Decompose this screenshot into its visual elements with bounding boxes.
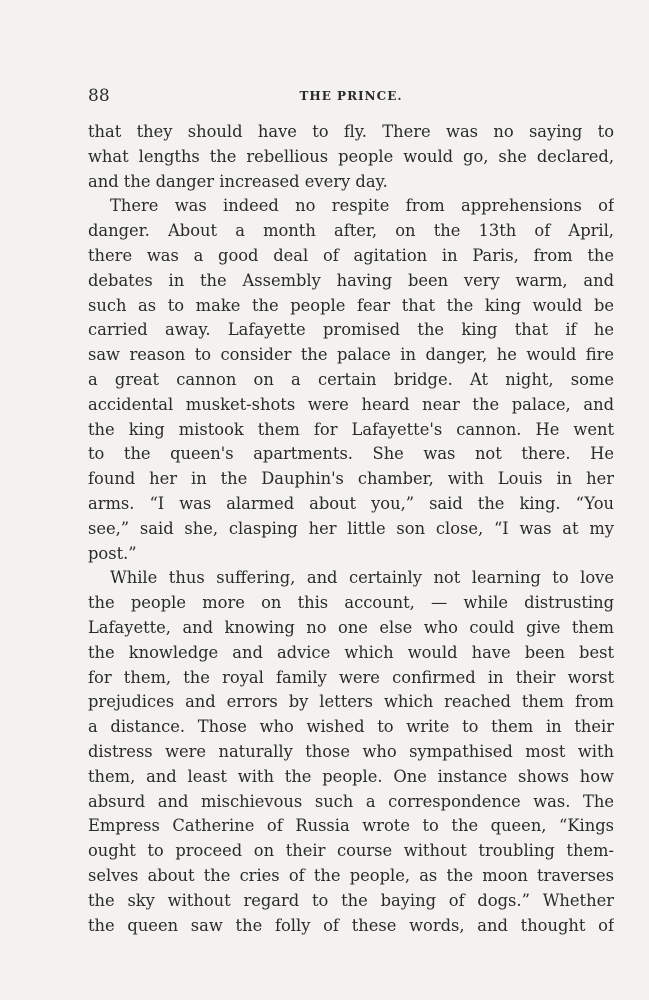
running-title: THE PRINCE.: [299, 89, 403, 103]
text-line: While thus suffering, and certainly not learning to love: [110, 568, 614, 588]
text-line: the king mistook them for Lafayette's cannon. He went: [88, 419, 614, 439]
text-line: arms. “I was alarmed about you,” said the king. “You: [88, 493, 614, 513]
text-line: a great cannon on a certain bridge. At night, some: [88, 369, 614, 389]
page-number: 88: [88, 86, 110, 106]
text-line: danger. About a month after, on the 13th of April,: [88, 221, 614, 241]
page-header: [88, 86, 614, 108]
text-line: Empress Catherine of Russia wrote to the queen, “Kings: [88, 816, 614, 836]
text-line: what lengths the rebellious people would go, she declared,: [88, 146, 614, 166]
text-line: distress were naturally those who sympathised most with: [88, 741, 614, 761]
text-line: the queen saw the folly of these words, and thought of: [88, 915, 614, 935]
text-line: absurd and mischievous such a correspondence was. The: [88, 791, 614, 811]
text-line: there was a good deal of agitation in Paris, from the: [88, 245, 614, 265]
text-line: saw reason to consider the palace in danger, he would fire: [88, 345, 614, 365]
text-line: There was indeed no respite from apprehensions of: [110, 196, 614, 216]
text-line: them, and least with the people. One instance shows how: [88, 766, 614, 786]
text-line: for them, the royal family were confirmed in their worst: [88, 667, 614, 687]
text-line: prejudices and errors by letters which reached them from: [88, 692, 614, 712]
text-line: accidental musket-shots were heard near the palace, and: [88, 394, 614, 414]
text-line: debates in the Assembly having been very warm, and: [88, 270, 614, 290]
text-line: the people more on this account, — while distrusting: [88, 593, 614, 613]
text-line: a distance. Those who wished to write to them in their: [88, 717, 614, 737]
text-line: selves about the cries of the people, as the moon traverses: [88, 865, 614, 885]
text-line: such as to make the people fear that the king would be: [88, 295, 614, 315]
text-line: found her in the Dauphin's chamber, with Louis in her: [88, 469, 614, 489]
text-line: Lafayette, and knowing no one else who could give them: [88, 617, 614, 637]
page-body-text: [88, 120, 614, 938]
text-line: see,” said she, clasping her little son close, “I was at my: [88, 518, 614, 538]
text-line: post.”: [88, 543, 137, 563]
text-line: to the queen's apartments. She was not there. He: [88, 444, 614, 464]
text-line: the sky without regard to the baying of dogs.” Whether: [88, 890, 614, 910]
text-line: ought to proceed on their course without troubling them-: [88, 841, 614, 861]
text-line: and the danger increased every day.: [88, 171, 388, 191]
text-line: carried away. Lafayette promised the king that if he: [88, 320, 614, 340]
text-line: that they should have to fly. There was no saying to: [88, 122, 614, 141]
text-line: the knowledge and advice which would have been best: [88, 642, 614, 662]
